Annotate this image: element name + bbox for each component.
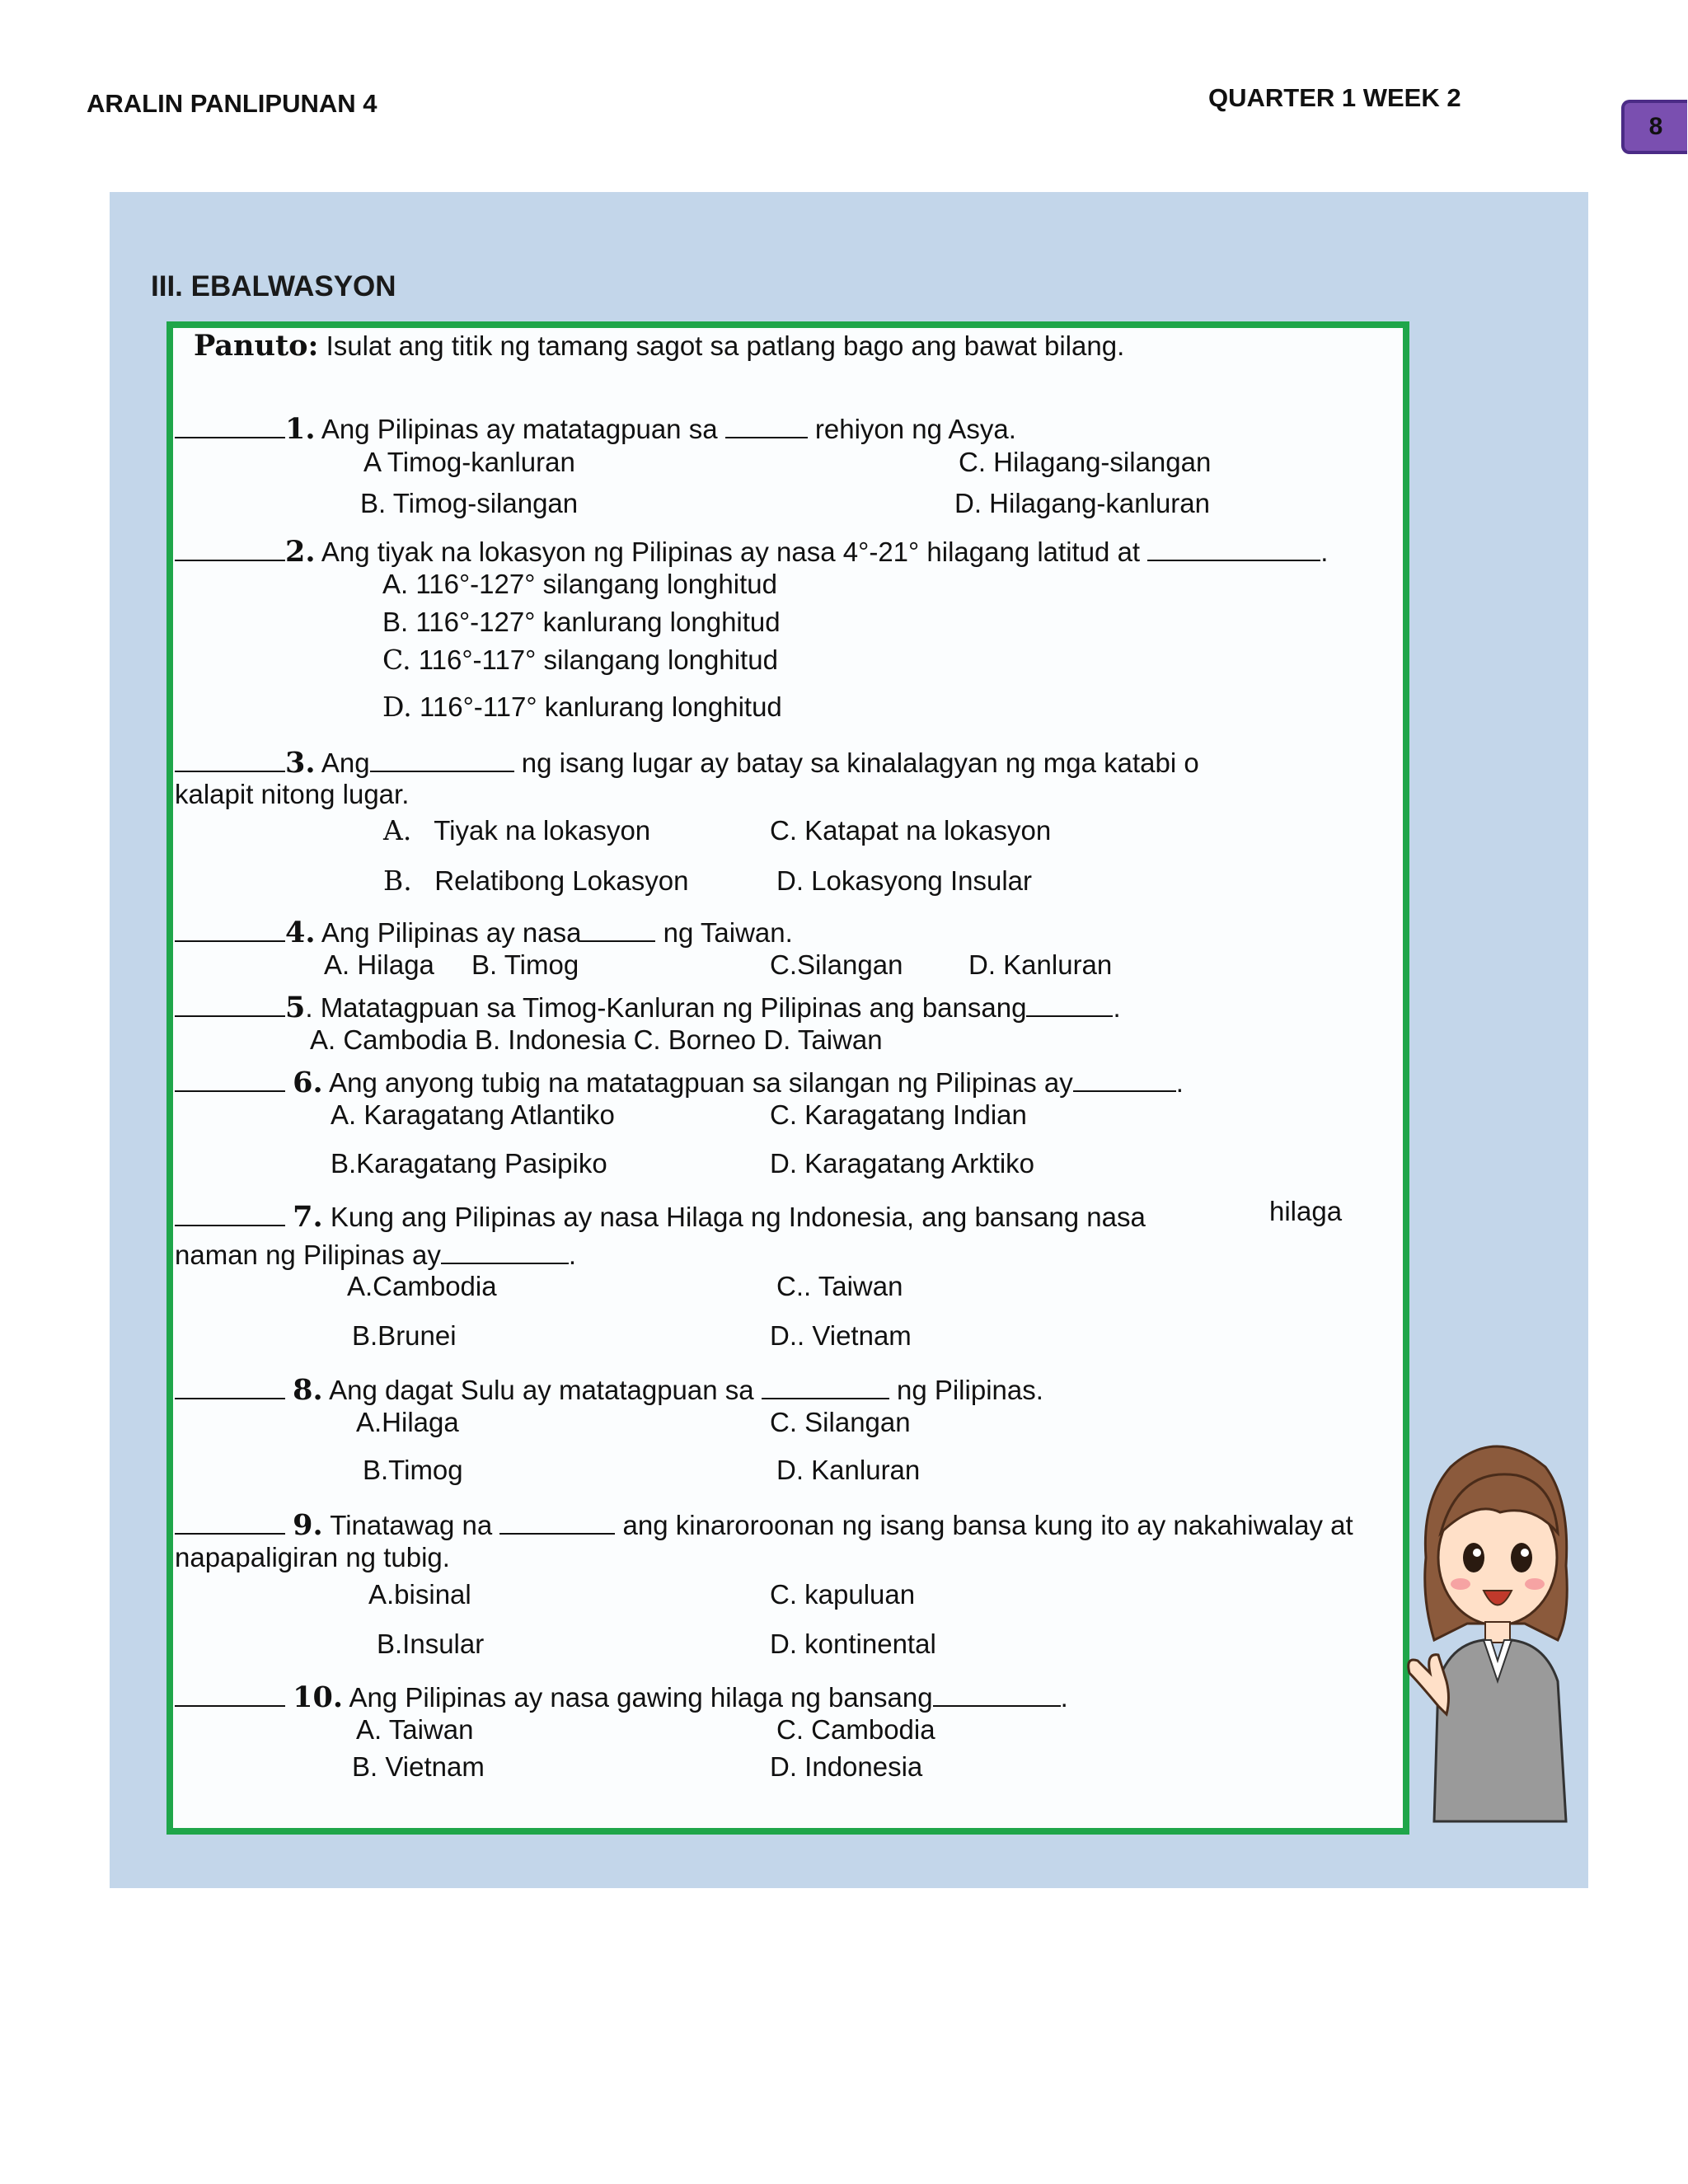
- directions: [194, 329, 1125, 363]
- answer-blank[interactable]: [175, 1678, 285, 1707]
- choice[interactable]: D. Hilagang-kanluran: [954, 488, 1211, 518]
- question-number: 2.: [285, 535, 316, 569]
- choice[interactable]: C. Katapat na lokasyon: [770, 815, 1052, 846]
- question-text: ng isang lugar ay batay sa kinalalagyan ng mga katabi o: [521, 748, 1199, 778]
- question-text: Ang Pilipinas ay nasa gawing hilaga ng bansang: [349, 1682, 933, 1713]
- question-text: Ang: [321, 748, 370, 778]
- question-text: Kung ang Pilipinas ay nasa Hilaga ng Indonesia, ang bansang nasa: [330, 1202, 1146, 1232]
- choice[interactable]: C. Silangan: [770, 1407, 911, 1437]
- question-text: Ang tiyak na lokasyon ng Pilipinas ay nasa 4°-21° hilagang latitud at: [321, 537, 1141, 567]
- question-8: [175, 1371, 1043, 1407]
- choice-text: 116°-117° kanlurang longhitud: [419, 691, 782, 722]
- question-number: 9.: [293, 1508, 323, 1542]
- choice[interactable]: D. Lokasyong Insular: [776, 865, 1033, 896]
- question-2: [175, 532, 1329, 569]
- answer-blank[interactable]: [175, 1197, 285, 1226]
- choice[interactable]: B.Karagatang Pasipiko: [331, 1148, 607, 1179]
- question-number: 7.: [293, 1200, 323, 1234]
- choice[interactable]: B.Brunei: [352, 1320, 457, 1351]
- question-1: [175, 410, 1016, 446]
- choice[interactable]: A. Karagatang Atlantiko: [331, 1099, 615, 1130]
- choice[interactable]: A. 116°-127° silangang longhitud: [382, 569, 777, 599]
- choice[interactable]: D. Kanluran: [968, 949, 1113, 980]
- choice-letter: D.: [382, 691, 412, 723]
- quarter-header: QUARTER 1 WEEK 2: [1208, 83, 1461, 112]
- question-text: Ang Pilipinas ay matatagpuan sa: [321, 414, 718, 444]
- question-9: [175, 1506, 1353, 1540]
- choice[interactable]: B.Insular: [377, 1629, 485, 1659]
- question-number: 3.: [285, 746, 316, 780]
- question-text: Ang dagat Sulu ay matatagpuan sa: [329, 1375, 754, 1405]
- choice[interactable]: A. Hilaga: [324, 949, 434, 980]
- section-title: III. EBALWASYON: [151, 270, 396, 302]
- fill-blank: [499, 1506, 615, 1535]
- directions-label: Panuto:: [194, 329, 319, 363]
- answer-blank[interactable]: [175, 913, 285, 942]
- directions-text: Isulat ang titik ng tamang sagot sa patlang bago ang bawat bilang.: [326, 330, 1125, 361]
- choice[interactable]: [382, 644, 778, 676]
- fill-blank: [762, 1371, 889, 1399]
- question-text-continued: kalapit nitong lugar.: [175, 779, 410, 809]
- question-10: [175, 1678, 1068, 1712]
- choice[interactable]: D. Kanluran: [776, 1455, 921, 1485]
- question-text-continued: napapaligiran ng tubig.: [175, 1542, 450, 1572]
- choice-letter: B.: [383, 865, 412, 897]
- choice-text: Relatibong Lokasyon: [434, 865, 689, 896]
- choice[interactable]: D.. Vietnam: [770, 1320, 912, 1351]
- question-text: . Matatagpuan sa Timog-Kanluran ng Pilipinas ang bansang: [305, 992, 1027, 1023]
- question-text: .: [1320, 537, 1329, 567]
- choice[interactable]: B. Vietnam: [352, 1751, 485, 1782]
- question-number: 5: [285, 991, 306, 1024]
- choice[interactable]: B. Timog: [471, 949, 579, 980]
- page-number-badge: 8: [1621, 100, 1687, 154]
- choice[interactable]: B.Timog: [363, 1455, 463, 1485]
- teacher-illustration: [1401, 1434, 1591, 1830]
- choice[interactable]: [382, 691, 782, 723]
- fill-blank: [1147, 532, 1320, 561]
- question-text: Ang Pilipinas ay nasa: [321, 917, 582, 948]
- question-text: naman ng Pilipinas ay: [175, 1240, 441, 1270]
- question-text: .: [1175, 1067, 1184, 1098]
- choice-row[interactable]: A. Cambodia B. Indonesia C. Borneo D. Taiwan: [310, 1024, 883, 1055]
- answer-blank[interactable]: [175, 1506, 285, 1535]
- fill-blank: [725, 410, 808, 438]
- question-4: [175, 913, 793, 947]
- question-5: [175, 988, 1121, 1022]
- question-number: 4.: [285, 916, 316, 949]
- question-text: Ang anyong tubig na matatagpuan sa silangan ng Pilipinas ay: [329, 1067, 1073, 1098]
- question-6: [175, 1063, 1184, 1097]
- fill-blank: [1073, 1063, 1176, 1092]
- choice[interactable]: C.Silangan: [770, 949, 903, 980]
- choice[interactable]: B. Timog-silangan: [360, 488, 579, 518]
- choice[interactable]: D. Indonesia: [770, 1751, 923, 1782]
- choice[interactable]: D. Karagatang Arktiko: [770, 1148, 1035, 1179]
- choice[interactable]: A.Cambodia: [347, 1271, 497, 1301]
- question-text-continued: [175, 1235, 576, 1268]
- question-number: 1.: [285, 412, 316, 446]
- fill-blank: [370, 743, 514, 772]
- answer-blank[interactable]: [175, 532, 285, 561]
- question-text: ng Pilipinas.: [896, 1375, 1043, 1405]
- question-text: .: [1113, 992, 1121, 1023]
- choice[interactable]: [383, 814, 651, 846]
- choice[interactable]: C. Hilagang-silangan: [959, 447, 1212, 477]
- choice[interactable]: B. 116°-127° kanlurang longhitud: [382, 607, 781, 637]
- choice[interactable]: A. Taiwan: [356, 1714, 474, 1745]
- choice[interactable]: [383, 865, 689, 897]
- fill-blank: [1026, 988, 1113, 1017]
- choice[interactable]: A.Hilaga: [356, 1407, 459, 1437]
- fill-blank: [933, 1678, 1061, 1707]
- choice[interactable]: C. Cambodia: [776, 1714, 935, 1745]
- question-7: [175, 1197, 1146, 1234]
- question-text: .: [568, 1240, 577, 1270]
- question-text: ng Taiwan.: [663, 917, 793, 948]
- choice-letter: C.: [382, 644, 411, 676]
- choice[interactable]: A Timog-kanluran: [363, 447, 575, 477]
- answer-blank[interactable]: [175, 743, 285, 772]
- answer-blank[interactable]: [175, 1371, 285, 1399]
- answer-blank[interactable]: [175, 410, 285, 438]
- choice-letter: A.: [383, 814, 412, 846]
- question-text: Tinatawag na: [330, 1510, 493, 1540]
- question-3: [175, 743, 1199, 780]
- question-text: rehiyon ng Asya.: [814, 414, 1016, 444]
- choice-text: 116°-117° silangang longhitud: [418, 644, 778, 675]
- question-number: 10.: [293, 1680, 344, 1714]
- answer-blank[interactable]: [175, 1063, 285, 1092]
- choice[interactable]: D. kontinental: [770, 1629, 936, 1659]
- subject-header: ARALIN PANLIPUNAN 4: [87, 89, 377, 118]
- fill-blank: [441, 1235, 569, 1264]
- question-text: ang kinaroroonan ng isang bansa kung ito ay nakahiwalay at: [622, 1510, 1353, 1540]
- choice[interactable]: C.. Taiwan: [776, 1271, 903, 1301]
- question-text: hilaga: [1269, 1196, 1343, 1226]
- choice-text: Tiyak na lokasyon: [434, 815, 651, 846]
- choice[interactable]: C. Karagatang Indian: [770, 1099, 1027, 1130]
- choice[interactable]: C. kapuluan: [770, 1579, 916, 1610]
- question-number: 8.: [293, 1373, 323, 1407]
- question-number: 6.: [293, 1066, 323, 1099]
- answer-blank[interactable]: [175, 988, 285, 1017]
- question-text: .: [1060, 1682, 1068, 1713]
- choice[interactable]: A.bisinal: [368, 1579, 471, 1610]
- fill-blank: [581, 913, 655, 942]
